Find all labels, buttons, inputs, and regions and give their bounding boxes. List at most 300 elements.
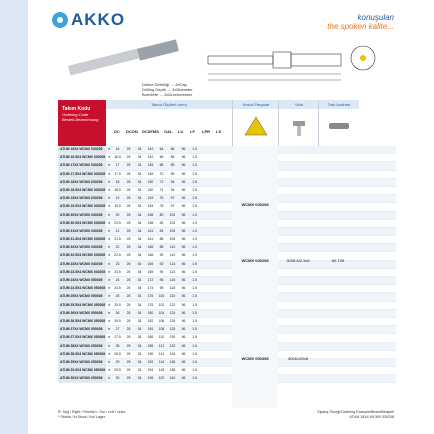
cell-dcon: 25: [126, 351, 131, 356]
cell-dc: 18: [115, 179, 120, 184]
cell-lpr: 56: [181, 237, 186, 242]
cell-lu: 120: [158, 376, 165, 381]
cell-dc: 27: [115, 327, 120, 332]
stock-star-icon: ★: [107, 310, 111, 315]
cell-lf: 134: [169, 351, 176, 356]
drill-photo-icon: [68, 39, 179, 75]
cell-ls: 1.5: [192, 368, 197, 373]
stock-star-icon: ★: [107, 253, 111, 258]
cell-ls: 1.5: [192, 351, 197, 356]
row-code: ATUM 29.5X4 WCMX 050308: [58, 367, 106, 374]
cell-ls: 1.5: [192, 335, 197, 340]
cell-dc: 28.5: [114, 351, 121, 356]
stock-star-icon: ★: [107, 359, 111, 364]
cell-dc: 22.5: [114, 253, 121, 258]
cell-lf: 105: [169, 228, 176, 233]
cell-lpr: 56: [181, 212, 186, 217]
cell-dcsfms: 34: [137, 147, 142, 151]
torque-key-icon: [319, 109, 359, 146]
tagline-line-2: the spoken kalite...: [327, 22, 394, 31]
cell-dcon: 25: [126, 286, 131, 291]
row-code: ATUM 21X4 WCMX 040208: [58, 228, 106, 235]
stock-star-icon: ★: [107, 220, 111, 225]
cell-lf: 110: [169, 245, 176, 250]
cell-oal: 158: [147, 220, 154, 225]
cell-oal: 150: [147, 179, 154, 184]
stock-star-icon: ★: [107, 147, 111, 151]
cell-oal: 180: [147, 310, 154, 315]
cell-dcon: 25: [126, 302, 131, 307]
cell-dcon: 25: [126, 261, 131, 266]
cell-lf: 97: [170, 196, 175, 201]
cell-lu: 64: [159, 147, 164, 151]
cell-lpr: 56: [181, 269, 186, 274]
stock-star-icon: ★: [107, 335, 111, 340]
row-code: ATUM 26.5X4 WCMX 050308: [58, 318, 106, 325]
cell-lu: 102: [158, 302, 165, 307]
cell-dcsfms: 34: [137, 155, 142, 160]
cell-oal: 153: [147, 196, 154, 201]
cell-dcon: 25: [126, 368, 131, 373]
cell-oal: 158: [147, 212, 154, 217]
cell-lu: 114: [158, 351, 165, 356]
cell-dc: 23: [115, 261, 120, 266]
insert-label: WCMX 040208: [241, 258, 269, 263]
cell-dcon: 25: [126, 245, 131, 250]
cell-oal: 145: [147, 171, 154, 176]
cell-oal: 169: [147, 261, 154, 266]
cell-lu: 76: [159, 196, 164, 201]
stock-star-icon: ★: [107, 294, 111, 299]
cell-oal: 176: [147, 294, 154, 299]
cell-lpr: 56: [181, 261, 186, 266]
cell-lpr: 56: [181, 359, 186, 364]
cell-lf: 86: [170, 155, 175, 160]
cell-lf: 102: [169, 220, 176, 225]
cell-lu: 72: [159, 179, 164, 184]
cell-lu: 66: [159, 155, 164, 160]
cell-ls: 1.5: [192, 179, 197, 184]
cell-dcon: 25: [126, 228, 131, 233]
cell-dcon: 25: [126, 359, 131, 364]
cell-ls: 1.5: [192, 286, 197, 291]
stock-star-icon: ★: [107, 196, 111, 201]
cell-lpr: 56: [181, 147, 186, 151]
cell-dc: 16.5: [114, 155, 121, 160]
cell-lpr: 56: [181, 155, 186, 160]
cell-lf: 89: [170, 171, 175, 176]
column-headers: [106, 109, 232, 146]
cell-lf: 97: [170, 204, 175, 209]
cell-oal: 196: [147, 376, 154, 381]
cell-dcon: 25: [126, 327, 131, 332]
cell-ls: 1.5: [192, 196, 197, 201]
cell-lf: 140: [169, 376, 176, 381]
cell-lpr: 56: [181, 376, 186, 381]
cell-ls: 1.5: [192, 294, 197, 299]
cell-dcsfms: 34: [137, 335, 142, 340]
row-code: ATUM 24.5X4 WCMX 050308: [58, 285, 106, 292]
cell-dcsfms: 34: [137, 212, 142, 217]
insert-icon: [233, 109, 279, 146]
footer-line: ATUM 16X4 WCMX 030208: [349, 415, 394, 419]
logo-text: AKKO: [71, 10, 126, 29]
cell-dcon: 25: [126, 163, 131, 168]
header: [0, 0, 434, 38]
cell-lu: 104: [158, 310, 165, 315]
cell-lpr: 56: [181, 245, 186, 250]
col-lu: LU: [178, 129, 184, 134]
cell-lu: 100: [158, 294, 165, 299]
drilling-specs: [142, 82, 193, 97]
cell-lf: 110: [169, 253, 176, 258]
cell-oal: 166: [147, 253, 154, 258]
cell-lpr: 56: [181, 179, 186, 184]
cell-dcsfms: 34: [137, 253, 142, 258]
cell-lpr: 56: [181, 278, 186, 282]
cell-lu: 82: [159, 220, 164, 225]
cell-dcon: 25: [126, 237, 131, 242]
cell-dc: 28: [115, 343, 120, 348]
ordering-code-header: [58, 100, 106, 146]
cell-lu: 84: [159, 228, 164, 233]
row-code: ATUM 28.5X4 WCMX 050308: [58, 351, 106, 358]
cell-ls: 1.5: [192, 237, 197, 242]
stock-star-icon: ★: [107, 163, 111, 168]
footer-legend: [58, 410, 125, 420]
cell-dcsfms: 34: [137, 327, 142, 332]
cell-lf: 89: [170, 163, 175, 168]
spec-line: Drilling Depth → 4xDiameter: [142, 87, 193, 92]
cell-dcsfms: 34: [137, 204, 142, 209]
cell-dc: 29: [115, 359, 120, 364]
cell-dcon: 25: [126, 310, 131, 315]
cell-dcsfms: 34: [137, 245, 142, 250]
cell-ls: 1.5: [192, 302, 197, 307]
cell-dcsfms: 34: [137, 310, 142, 315]
cell-dcsfms: 34: [137, 376, 142, 381]
key-column: [318, 146, 358, 408]
screw-label: 3008-M2.5x6: [286, 258, 310, 263]
cell-dc: 16: [115, 147, 120, 151]
cell-ls: 1.5: [192, 212, 197, 217]
screw-label: 3008-M3x8: [287, 356, 308, 361]
cell-dcsfms: 34: [137, 179, 142, 184]
cell-ls: 1.5: [192, 220, 197, 225]
cell-ls: 1.5: [192, 343, 197, 348]
row-code: ATUM 29X4 WCMX 050308: [58, 359, 106, 366]
cell-dc: 17: [115, 163, 120, 168]
cell-dc: 25: [115, 294, 120, 299]
stock-star-icon: ★: [107, 228, 111, 233]
cell-oal: 161: [147, 237, 154, 242]
cell-lf: 102: [169, 212, 176, 217]
cell-oal: 174: [147, 286, 154, 291]
col-ls: LS: [216, 129, 222, 134]
cell-lu: 108: [158, 327, 165, 332]
cell-dcon: 25: [126, 147, 131, 151]
cell-dc: 20.5: [114, 220, 121, 225]
cell-lu: 90: [159, 253, 164, 258]
cell-dc: 17.5: [114, 171, 121, 176]
spec-line: Delme Derinliği → 4xCap: [142, 82, 187, 87]
cell-dcsfms: 34: [137, 163, 142, 168]
cell-lf: 126: [169, 318, 176, 323]
cell-lu: 78: [159, 204, 164, 209]
drill-technical-drawing: [208, 46, 375, 80]
component-headers: [232, 100, 396, 146]
cell-lf: 138: [169, 368, 176, 373]
cell-lpr: 56: [181, 327, 186, 332]
cell-oal: 145: [147, 163, 154, 168]
cell-lf: 136: [169, 359, 176, 364]
cell-oal: 182: [147, 318, 154, 323]
cell-lpr: 56: [181, 187, 186, 192]
cell-dcsfms: 34: [137, 171, 142, 176]
side-band: [0, 0, 28, 434]
cell-lf: 130: [169, 335, 176, 340]
cell-dcon: 25: [126, 171, 131, 176]
cell-dcsfms: 34: [137, 359, 142, 364]
cell-lf: 124: [169, 310, 176, 315]
cell-dc: 23.5: [114, 269, 121, 274]
col-lpr: LPR: [202, 129, 210, 134]
cell-lu: 116: [158, 359, 165, 364]
cell-lu: 118: [158, 368, 165, 373]
cell-dcon: 25: [126, 335, 131, 340]
cell-dc: 25.5: [114, 302, 121, 307]
cell-lf: 120: [169, 294, 176, 299]
col-dcsfms: DCSFMS: [142, 129, 159, 134]
screw-icon: [279, 109, 319, 146]
cell-lu: 112: [158, 343, 165, 348]
cell-ls: 1.5: [192, 245, 197, 250]
cell-dcon: 25: [126, 269, 131, 274]
cell-ls: 1.5: [192, 147, 197, 151]
cell-lu: 96: [159, 278, 164, 282]
cell-lpr: 56: [181, 171, 186, 176]
product-table: [58, 100, 396, 408]
cell-lu: 110: [158, 335, 165, 340]
cell-dcsfms: 34: [137, 294, 142, 299]
stock-star-icon: ★: [107, 278, 111, 282]
cell-ls: 1.5: [192, 269, 197, 274]
cell-dcsfms: 34: [137, 351, 142, 356]
cell-lf: 105: [169, 237, 176, 242]
cell-lf: 128: [169, 327, 176, 332]
cell-ls: 1.5: [192, 187, 197, 192]
stock-star-icon: ★: [107, 376, 111, 381]
row-code: ATUM 16X4 WCMX 030208: [58, 146, 106, 153]
ordering-code-de: Bestell-Bezeichnung: [62, 117, 99, 122]
stock-star-icon: ★: [107, 245, 111, 250]
row-code: ATUM 18X4 WCMX 030208: [58, 179, 106, 186]
row-code: ATUM 25X4 WCMX 050308: [58, 293, 106, 300]
cell-dc: 24.5: [114, 286, 121, 291]
cell-lu: 80: [159, 212, 164, 217]
ordering-code-tr: Takım Kodu: [62, 106, 91, 112]
cell-dcon: 25: [126, 294, 131, 299]
cell-dcon: 25: [126, 179, 131, 184]
cell-ls: 1.5: [192, 261, 197, 266]
row-code: ATUM 19X4 WCMX 030208: [58, 195, 106, 202]
screw-column: [278, 146, 318, 408]
cell-lpr: 56: [181, 335, 186, 340]
row-code: ATUM 17X4 WCMX 030208: [58, 162, 106, 169]
cell-dcon: 25: [126, 220, 131, 225]
cell-lu: 68: [159, 163, 164, 168]
row-code: ATUM 23.5X4 WCMX 040208: [58, 269, 106, 276]
cell-ls: 1.5: [192, 327, 197, 332]
cell-lpr: 56: [181, 310, 186, 315]
cell-oal: 194: [147, 368, 154, 373]
stock-star-icon: ★: [107, 368, 111, 373]
cell-dcsfms: 34: [137, 343, 142, 348]
cell-lf: 116: [169, 278, 176, 282]
cell-ls: 1.5: [192, 253, 197, 258]
cell-lu: 70: [159, 171, 164, 176]
cell-lf: 122: [169, 302, 176, 307]
cell-dcsfms: 34: [137, 220, 142, 225]
row-code: ATUM 30X4 WCMX 050308: [58, 375, 106, 382]
cell-lpr: 56: [181, 294, 186, 299]
cell-dc: 26: [115, 310, 120, 315]
tagline: [327, 13, 394, 31]
drill-drawing: [58, 38, 398, 98]
cell-oal: 184: [147, 327, 154, 332]
row-code: ATUM 17.5X4 WCMX 030208: [58, 171, 106, 178]
insert-header-label: Kesici Parçalar: [233, 100, 279, 109]
spec-line: Bohrtiefe → 4xDurchmesser: [142, 92, 193, 97]
cell-dc: 24: [115, 278, 120, 282]
cell-lpr: 56: [181, 343, 186, 348]
cell-lu: 94: [159, 269, 164, 274]
cell-oal: 142: [147, 155, 154, 160]
footer-line: * Stokta / In Stock / Auf Lager: [58, 415, 105, 419]
key-header-label: Tork Anahtar: [319, 100, 359, 109]
row-code: ATUM 16.5X4 WCMX 030208: [58, 154, 106, 161]
cell-lpr: 56: [181, 351, 186, 356]
cell-ls: 1.5: [192, 171, 197, 176]
stock-star-icon: ★: [107, 212, 111, 217]
cell-oal: 178: [147, 302, 154, 307]
cell-lf: 94: [170, 187, 175, 192]
footer-line: R: Sağ / Right / Rechts L: Sol / Left / Links: [58, 410, 126, 414]
insert-column: [232, 146, 278, 408]
stock-star-icon: ★: [107, 187, 111, 192]
row-code: ATUM 22.5X4 WCMX 040208: [58, 252, 106, 259]
cell-dcsfms: 34: [137, 269, 142, 274]
cell-dcsfms: 34: [137, 261, 142, 266]
cell-lu: 98: [159, 286, 164, 291]
cell-lu: 88: [159, 245, 164, 250]
cell-dc: 27.5: [114, 335, 121, 340]
cell-dcon: 25: [126, 318, 131, 323]
cell-ls: 1.5: [192, 228, 197, 233]
row-code: ATUM 27X4 WCMX 050308: [58, 326, 106, 333]
stock-star-icon: ★: [107, 343, 111, 348]
cell-dc: 22: [115, 245, 120, 250]
cell-lf: 132: [169, 343, 176, 348]
cell-lu: 86: [159, 237, 164, 242]
cell-dcsfms: 34: [137, 196, 142, 201]
insert-label: WCMX 050308: [241, 356, 269, 361]
stock-star-icon: ★: [107, 269, 111, 274]
cell-dcon: 25: [126, 187, 131, 192]
cell-lpr: 56: [181, 302, 186, 307]
cell-lpr: 56: [181, 228, 186, 233]
cell-ls: 1.5: [192, 359, 197, 364]
cell-dc: 29.5: [114, 368, 121, 373]
stock-star-icon: ★: [107, 155, 111, 160]
cell-oal: 188: [147, 343, 154, 348]
cell-oal: 192: [147, 359, 154, 364]
cell-oal: 169: [147, 269, 154, 274]
cell-dcsfms: 34: [137, 187, 142, 192]
cell-oal: 153: [147, 204, 154, 209]
row-code: ATUM 20X4 WCMX 040208: [58, 212, 106, 219]
cell-ls: 1.5: [192, 163, 197, 168]
key-label: 80-T08: [331, 258, 345, 263]
tagline-line-1: konuşulan: [357, 13, 394, 22]
akko-logo: [52, 10, 125, 30]
cell-dcsfms: 34: [137, 286, 142, 291]
col-dcon: DCON: [126, 129, 138, 134]
cell-lpr: 56: [181, 220, 186, 225]
ordering-code-en: Ordering Code: [62, 112, 89, 117]
cell-dcon: 25: [126, 253, 131, 258]
stock-star-icon: ★: [107, 302, 111, 307]
cell-dc: 26.5: [114, 318, 121, 323]
cell-ls: 1.5: [192, 278, 197, 282]
cell-dcon: 25: [126, 204, 131, 209]
cell-lpr: 56: [181, 368, 186, 373]
key-header: [318, 100, 359, 146]
stock-star-icon: ★: [107, 237, 111, 242]
stock-star-icon: ★: [107, 351, 111, 356]
cell-dcsfms: 34: [137, 318, 142, 323]
cell-lf: 118: [169, 286, 176, 291]
row-code: ATUM 25.5X4 WCMX 050308: [58, 302, 106, 309]
cell-dcon: 25: [126, 343, 131, 348]
row-code: ATUM 27.5X4 WCMX 050308: [58, 334, 106, 341]
cell-lu: 74: [159, 187, 164, 192]
cell-lpr: 56: [181, 253, 186, 258]
cell-dc: 21: [115, 228, 120, 233]
cell-ls: 1.5: [192, 204, 197, 209]
cell-oal: 190: [147, 351, 154, 356]
cell-dcon: 25: [126, 155, 131, 160]
cell-dcsfms: 34: [137, 278, 142, 282]
cell-dc: 20: [115, 212, 120, 217]
cell-oal: 186: [147, 335, 154, 340]
stock-star-icon: ★: [107, 171, 111, 176]
cell-oal: 172: [147, 278, 154, 282]
cell-oal: 150: [147, 187, 154, 192]
cell-lf: 94: [170, 179, 175, 184]
cell-dcon: 25: [126, 212, 131, 217]
row-code: ATUM 21.5X4 WCMX 040208: [58, 236, 106, 243]
stock-star-icon: ★: [107, 286, 111, 291]
stock-star-icon: ★: [107, 179, 111, 184]
cell-lf: 113: [169, 261, 176, 266]
cell-dcsfms: 34: [137, 302, 142, 307]
cell-ls: 1.5: [192, 310, 197, 315]
cell-lpr: 56: [181, 318, 186, 323]
cell-dcsfms: 34: [137, 237, 142, 242]
col-oal: OAL: [164, 129, 173, 134]
insert-header: [232, 100, 279, 146]
